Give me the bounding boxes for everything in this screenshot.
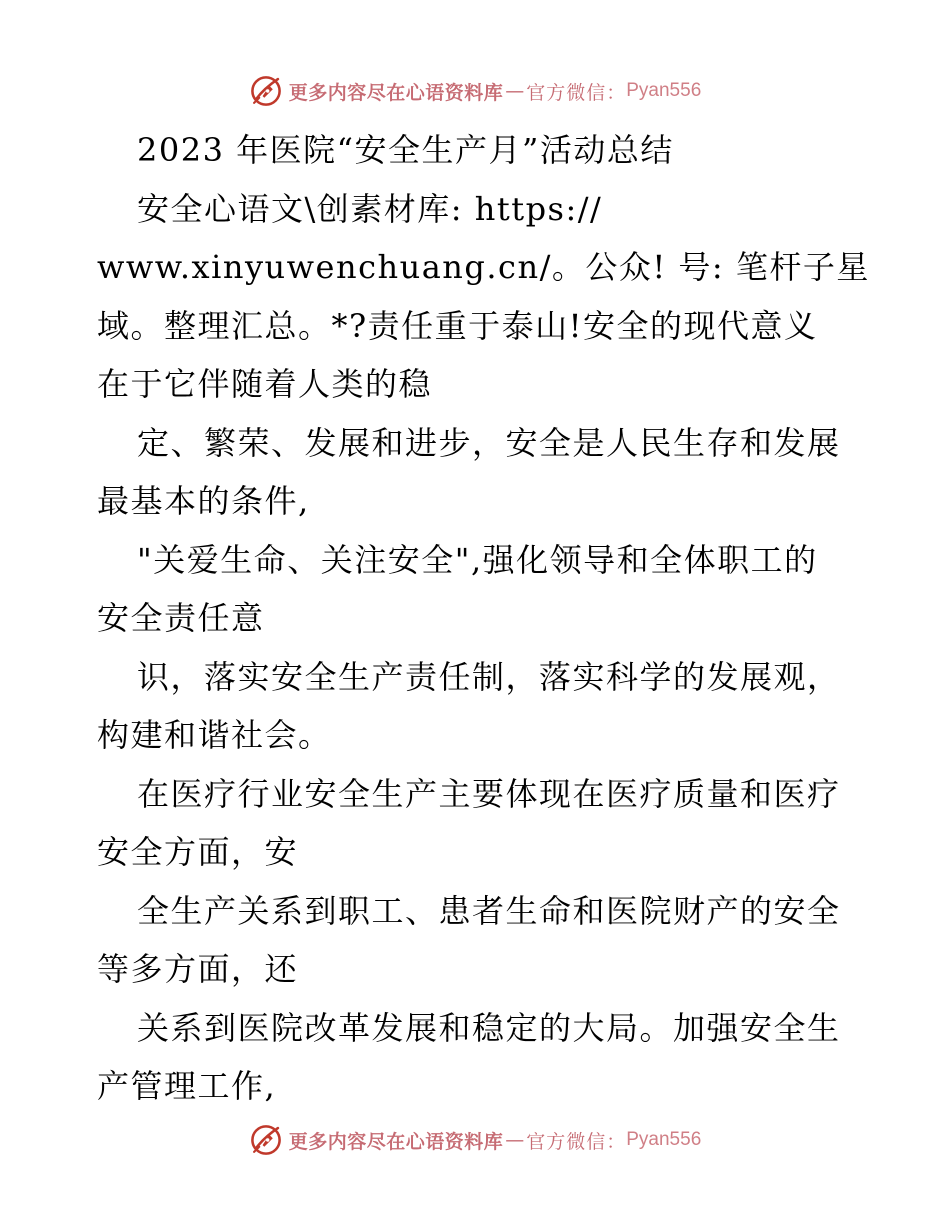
banner-text <box>289 78 702 105</box>
banner-wechat-id: Pyan556 <box>626 1129 702 1150</box>
paragraph-line: "关爱生命、关注安全",强化领导和全体职工的 <box>137 540 818 579</box>
header-banner <box>0 71 950 111</box>
pen-nib-logo-icon <box>249 1123 283 1157</box>
banner-content <box>249 74 702 108</box>
banner-wechat-label: 官方微信： <box>526 1130 627 1153</box>
paragraph-line: 全生产关系到职工、患者生命和医院财产的安全 <box>137 891 841 930</box>
banner-main-text: 更多内容尽在心语资料库 <box>288 81 504 104</box>
paragraph-line: 安全责任意 <box>97 599 265 637</box>
paragraph-line: 安全心语文\创素材库: https:// <box>137 189 603 228</box>
paragraph-line: www.xinyuwenchuang.cn/。公众! 号: 笔杆子星 <box>97 248 870 286</box>
document-title: 2023 年医院“安全生产月”活动总结 <box>137 131 674 169</box>
paragraph-line: 产管理工作, <box>97 1067 277 1105</box>
document-body <box>97 121 870 1116</box>
banner-wechat-label: 官方微信： <box>526 81 627 104</box>
paragraph-line: 等多方面，还 <box>97 950 299 988</box>
paragraph-line: 在于它伴随着人类的稳 <box>97 365 433 403</box>
banner-wechat-id: Pyan556 <box>626 80 702 101</box>
banner-text <box>289 1127 702 1154</box>
paragraph-line: 关系到医院改革发展和稳定的大局。加强安全生 <box>137 1008 841 1047</box>
paragraph-line: 安全方面，安 <box>97 833 299 871</box>
paragraph-line: 识，落实安全生产责任制，落实科学的发展观， <box>137 657 841 696</box>
banner-main-text: 更多内容尽在心语资料库 <box>288 1130 504 1153</box>
paragraph-line: 构建和谐社会。 <box>97 716 332 754</box>
paragraph-line: 在医疗行业安全生产主要体现在医疗质量和医疗 <box>137 774 841 813</box>
banner-content <box>249 1123 702 1157</box>
footer-banner <box>0 1120 950 1160</box>
paragraph-line: 最基本的条件, <box>97 482 310 520</box>
banner-dash: — <box>505 80 525 102</box>
banner-dash: — <box>505 1129 525 1151</box>
paragraph-line: 域。整理汇总。*?责任重于泰山!安全的现代意义 <box>97 306 818 345</box>
paragraph-line: 定、繁荣、发展和进步，安全是人民生存和发展 <box>137 423 841 462</box>
pen-nib-logo-icon <box>249 74 283 108</box>
